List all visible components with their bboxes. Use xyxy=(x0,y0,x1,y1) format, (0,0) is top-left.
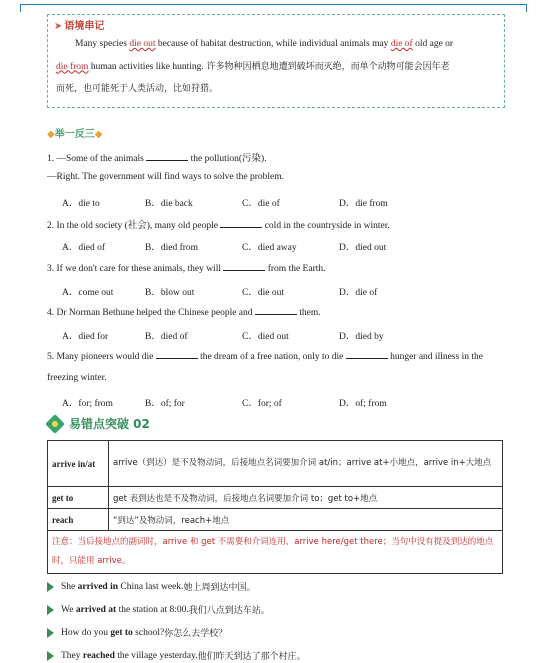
breakthrough-heading xyxy=(48,415,150,432)
diamond-icon: ◆ xyxy=(94,129,103,140)
option-c[interactable]: C．died out xyxy=(242,332,289,342)
option-a[interactable]: A．died of xyxy=(62,243,106,253)
ex-text: She xyxy=(61,581,76,592)
q5-options xyxy=(0,395,547,407)
q2-options xyxy=(0,239,547,251)
top-border xyxy=(20,4,526,5)
ex-keyword: get to xyxy=(110,627,133,638)
ex-chinese: 你怎么去学校？ xyxy=(164,629,228,639)
question-1-reply xyxy=(47,172,284,182)
phrase-die-from: die from xyxy=(56,61,89,72)
context-title-text: 语境串记 xyxy=(64,21,105,32)
table-row xyxy=(48,509,503,531)
ex-text: We xyxy=(61,604,74,615)
ctx-text: old age or xyxy=(412,39,454,49)
question-2 xyxy=(47,217,390,231)
phrase-die-of: die of xyxy=(390,39,413,49)
context-title xyxy=(54,17,104,32)
q1-options xyxy=(0,195,547,207)
option-c[interactable]: C．die out xyxy=(242,288,284,298)
diamond-icon: ◆ xyxy=(47,129,55,140)
option-c[interactable]: C．for; of xyxy=(242,399,282,409)
bulb-icon xyxy=(45,414,65,434)
usage-table xyxy=(47,440,503,574)
practice-heading xyxy=(47,125,102,140)
ctx-text: human activities like hunting. xyxy=(88,61,204,72)
option-b[interactable]: B．died from xyxy=(145,243,199,253)
question-5 xyxy=(47,350,483,362)
q-text: freezing winter. xyxy=(47,373,107,383)
phrase-die-out: die out xyxy=(129,39,156,49)
option-d[interactable]: D．died by xyxy=(339,332,384,342)
table-row xyxy=(48,531,503,574)
breakthrough-title: 易错点突破 02 xyxy=(69,417,150,431)
table-note: 注意：当后接地点的副词时，arrive 和 get 不需要和介词连用，arrive here/get there；当句中没有提及到达的地点时，只能用 arrive。 xyxy=(48,531,503,574)
q-text: cold in the countryside in winter. xyxy=(264,221,390,231)
q3-options xyxy=(0,284,547,296)
q-text: —Right. The government will find ways to solve the problem. xyxy=(47,172,285,182)
ctx-text: because of habitat destruction, while individual animals may xyxy=(155,39,391,49)
ex-keyword: reached xyxy=(82,650,115,661)
question-5-cont xyxy=(47,373,107,383)
option-b[interactable]: B．blow out xyxy=(145,288,195,298)
answer-blank[interactable] xyxy=(346,350,388,359)
q-text: 2. In the old society (社会), many old people xyxy=(47,221,218,231)
option-b[interactable]: B．of; for xyxy=(145,399,185,409)
ex-keyword: arrived at xyxy=(75,604,117,615)
ex-text: the village yesterday. xyxy=(117,650,198,661)
table-key: get to xyxy=(48,487,109,509)
option-d[interactable]: D．of; from xyxy=(339,399,387,409)
answer-blank[interactable] xyxy=(146,152,188,161)
option-d[interactable]: D．die of xyxy=(339,288,378,298)
q-text: from the Earth. xyxy=(267,264,326,274)
ex-chinese: 我们八点到达车站。 xyxy=(188,606,270,616)
answer-blank[interactable] xyxy=(255,306,297,315)
option-d[interactable]: D．died out xyxy=(339,243,387,253)
option-d[interactable]: D．die from xyxy=(339,199,388,209)
q4-options xyxy=(0,328,547,340)
arrow-icon xyxy=(47,628,54,638)
table-key: arrive in/at xyxy=(48,441,109,487)
option-b[interactable]: B．die back xyxy=(145,199,193,209)
triangle-icon: ➤ xyxy=(54,21,63,32)
ex-text: How do you xyxy=(61,627,108,638)
option-c[interactable]: C．died away xyxy=(242,243,297,253)
q-text: 3. If we don't care for these animals, they will xyxy=(47,264,221,274)
question-3 xyxy=(47,262,326,274)
example-1 xyxy=(47,580,255,593)
top-left-corner xyxy=(20,4,29,12)
ctx-text: Many species xyxy=(75,39,130,49)
option-b[interactable]: B．died of xyxy=(145,332,188,342)
question-4 xyxy=(47,306,321,318)
q-text: the dream of a free nation, only to die xyxy=(200,352,344,362)
option-c[interactable]: C．die of xyxy=(242,199,280,209)
table-row xyxy=(48,441,503,487)
option-a[interactable]: A．for; from xyxy=(62,399,113,409)
ex-chinese: 他们昨天到达了那个村庄。 xyxy=(197,652,306,662)
q-text: 1. —Some of the animals xyxy=(47,154,144,164)
example-2 xyxy=(47,603,270,616)
ex-chinese: 她上周到达中国。 xyxy=(183,583,256,593)
q-text: hunger and illness in the xyxy=(390,352,483,362)
q-text: 5. Many pioneers would die xyxy=(47,352,154,362)
top-right-corner xyxy=(518,4,527,12)
ex-text: China last week. xyxy=(120,581,184,592)
arrow-icon xyxy=(47,651,54,661)
ctx-chinese: 而死，也可能死于人类活动，比如狩猎。 xyxy=(56,84,219,94)
q-text: them. xyxy=(299,308,321,318)
ex-keyword: arrived in xyxy=(77,581,118,592)
answer-blank[interactable] xyxy=(156,350,198,359)
answer-blank[interactable] xyxy=(220,219,262,228)
arrow-icon xyxy=(47,582,54,592)
arrow-icon xyxy=(47,605,54,615)
question-1 xyxy=(47,150,267,164)
example-4 xyxy=(47,649,306,662)
option-a[interactable]: A．come out xyxy=(62,288,114,298)
table-row xyxy=(48,487,503,509)
q-text: the pollution(污染). xyxy=(190,154,267,164)
option-a[interactable]: A．die to xyxy=(62,199,100,209)
q-text: 4. Dr Norman Bethune helped the Chinese people and xyxy=(47,308,253,318)
ctx-chinese: 许多物种因栖息地遭到破坏而灭绝，而单个动物可能会因年老 xyxy=(203,61,450,72)
option-a[interactable]: A．died for xyxy=(62,332,109,342)
ex-text: school? xyxy=(135,627,165,638)
table-key: reach xyxy=(48,509,109,531)
context-paragraph xyxy=(56,33,499,101)
table-value: get 表到达也是不及物动词，后接地点名词要加介词 to；get to+地点 xyxy=(109,487,503,509)
ex-text: They xyxy=(61,650,81,661)
table-value: “到达”及物动词，reach+地点 xyxy=(109,509,503,531)
ex-text: the station at 8:00. xyxy=(118,604,189,615)
table-value: arrive（到达）是不及物动词，后接地点名词要加介词 at/in；arrive at+小地点，arrive in+大地点 xyxy=(109,441,503,487)
practice-title: 举一反三 xyxy=(54,129,95,140)
answer-blank[interactable] xyxy=(223,262,265,271)
example-3 xyxy=(47,626,227,639)
